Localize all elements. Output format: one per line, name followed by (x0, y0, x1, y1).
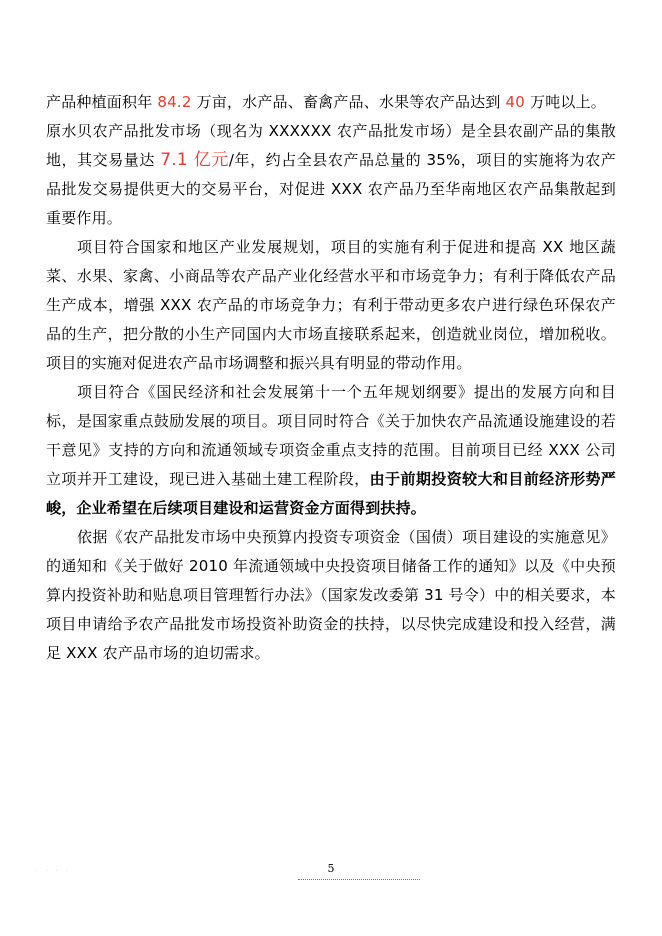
highlighted-amount: 7.1 亿元 (160, 150, 229, 170)
text-segment: 万吨以上。 (525, 93, 606, 111)
text-segment: 依据《农产品批发市场中央预算内投资专项资金（国债）项目建设的实施意见》的通知和《关于做好 2010 年流通领域中央投资项目储备工作的通知》以及《中央预算内投资补助和贴息项目管理暂行办法》（国家发改委第 31 号令）中的相关要求，本项目申请给予农产品批发市场投资补助资金的扶持，以尽快完成建设和投入经营，满足 XXX 农产品市场的迫切需求。 (46, 528, 616, 662)
page-footer (0, 862, 662, 892)
paragraph-2 (46, 117, 616, 233)
text-segment: 产品种植面积年 (46, 93, 158, 111)
text-segment: 原水贝农产品批发市场（现名为 XXXXXX 农产品批发市场）是全县农副产品的集散地，其交易量达 (46, 122, 616, 169)
bold-emphasis: 由于前期投资较大和目前经济形势严峻，企业希望在后续项目建设和运营资金方面得到扶持。 (46, 470, 617, 517)
highlighted-number: 40 (505, 93, 526, 111)
page-number: 5 (327, 862, 335, 875)
document-body (46, 88, 616, 668)
paragraph-3 (46, 233, 616, 378)
paragraph-1 (46, 88, 616, 117)
highlighted-number: 84.2 (157, 93, 192, 111)
paragraph-4 (46, 378, 616, 523)
footer-divider (298, 879, 420, 880)
text-segment: 项目符合《国民经济和社会发展第十一个五年规划纲要》提出的发展方向和目标，是国家重点鼓励发展的项目。项目同时符合《关于加快农产品流通设施建设的若干意见》支持的方向和流通领域专项资金重点支持的范围。目前项目已经 XXX 公司立项并开工建设，现已进入基础土建工程阶段， (46, 383, 616, 488)
text-segment: 万亩，水产品、畜禽产品、水果等农产品达到 (191, 93, 506, 111)
text-segment: 项目符合国家和地区产业发展规划，项目的实施有利于促进和提高 XX 地区蔬菜、水果、家禽、小商品等农产品产业化经营水平和市场竞争力；有利于降低农产品生产成本，增强 XXX 农产品的市场竞争力；有利于带动更多农户进行绿色环保农产品的生产，把分散的小生产同国内大市场直接联系起来，创造就业岗位，增加税收。项目的实施对促进农产品市场调整和振兴具有明显的带动作用。 (46, 238, 616, 372)
footer-decoration: · · · · (36, 868, 71, 875)
paragraph-5 (46, 523, 616, 668)
text-segment: /年，约占全县农产品总量的 35%，项目的实施将为农产品批发交易提供更大的交易平台，对促进 XXX 农产品乃至华南地区农产品集散起到重要作用。 (46, 151, 616, 227)
